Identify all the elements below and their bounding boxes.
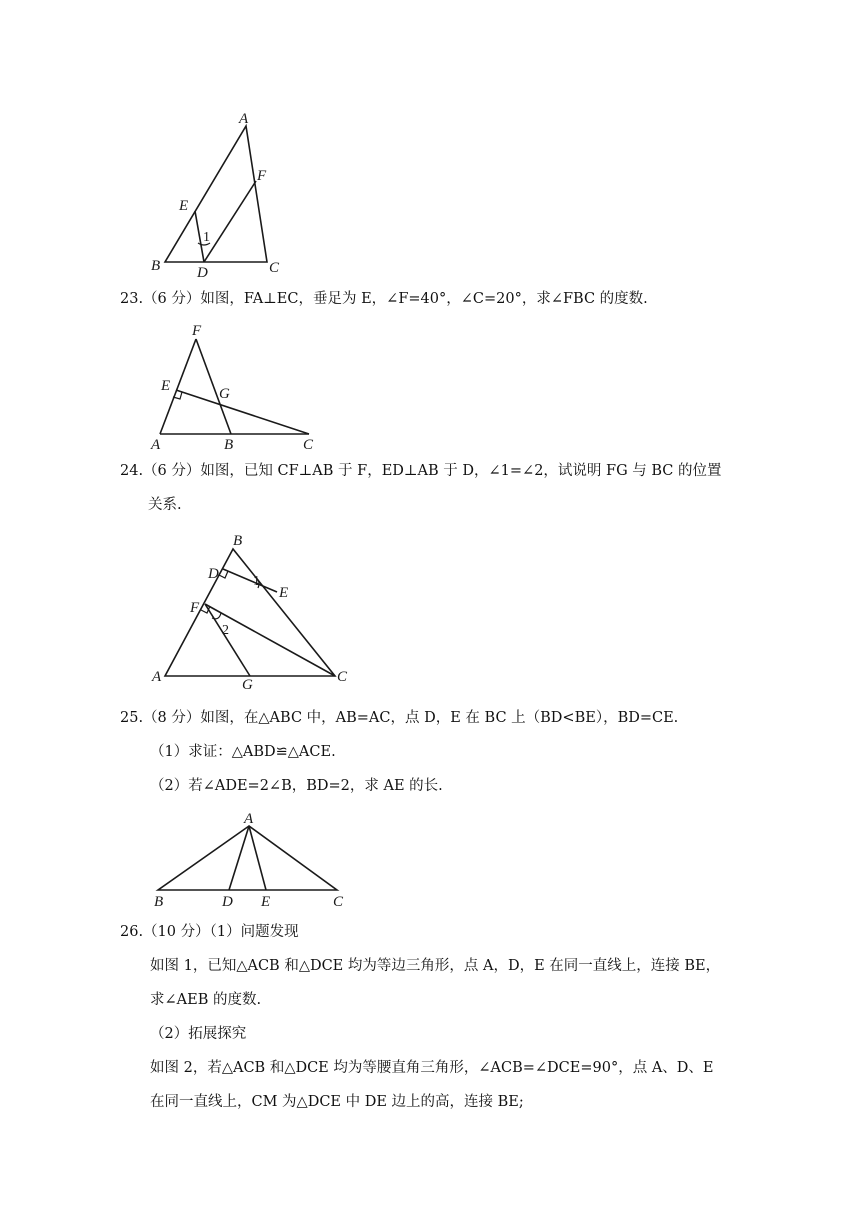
question-26-text-5: 如图 2，若△ACB 和△DCE 均为等腰直角三角形，∠ACB=∠DCE=90°，点 A、D、E xyxy=(150,1060,714,1076)
label-c: C xyxy=(337,669,348,685)
label-b: B xyxy=(154,894,164,910)
label-c: C xyxy=(303,437,314,453)
figure-q22 xyxy=(140,105,300,280)
question-26-text: 26.（10 分）（1）问题发现 xyxy=(120,924,299,940)
label-a: A xyxy=(151,437,161,453)
segment-ad xyxy=(229,826,249,890)
question-25-text: 25.（8 分）如图，在△ABC 中，AB=AC，点 D，E 在 BC 上（BD<BE），BD=CE. xyxy=(120,710,679,726)
label-a: A xyxy=(244,811,254,827)
label-f: F xyxy=(192,323,202,339)
label-1: 1 xyxy=(253,574,260,589)
question-23-text: 23.（6 分）如图，FA⊥EC，垂足为 E，∠F=40°，∠C=20°，求∠FBC 的度数. xyxy=(120,291,648,307)
question-24-text-cont: 关系. xyxy=(148,497,182,513)
label-f: F xyxy=(257,168,267,184)
label-e: E xyxy=(179,198,189,214)
question-26-text-3: 求∠AEB 的度数. xyxy=(150,992,262,1008)
triangle-abc xyxy=(158,826,337,890)
question-24-text: 24.（6 分）如图，已知 CF⊥AB 于 F，ED⊥AB 于 D，∠1=∠2，试说明 FG 与 BC 的位置 xyxy=(120,463,722,479)
label-e: E xyxy=(279,585,289,601)
segment-ec xyxy=(176,390,309,434)
triangle-abc xyxy=(165,126,267,262)
segment-df xyxy=(204,181,256,262)
label-1: 1 xyxy=(203,230,210,245)
figure-q24 xyxy=(148,528,358,693)
label-e: E xyxy=(161,378,171,394)
label-f: F xyxy=(190,600,200,616)
segment-fg xyxy=(205,604,250,676)
label-g: G xyxy=(219,386,230,402)
question-26-text-6: 在同一直线上，CM 为△DCE 中 DE 边上的高，连接 BE; xyxy=(150,1094,524,1110)
question-25-part2: （2）若∠ADE=2∠B，BD=2，求 AE 的长. xyxy=(150,778,443,794)
label-d: D xyxy=(222,894,233,910)
question-25-part1: （1）求证：△ABD≌△ACE. xyxy=(150,744,336,760)
segment-fc xyxy=(205,604,335,676)
label-a: A xyxy=(152,669,162,685)
label-2: 2 xyxy=(222,623,229,638)
label-g: G xyxy=(242,677,253,693)
label-d: D xyxy=(197,265,208,281)
label-b: B xyxy=(224,437,234,453)
label-e: E xyxy=(261,894,271,910)
label-c: C xyxy=(333,894,344,910)
figure-q23 xyxy=(150,318,325,453)
question-26-text-4: （2）拓展探究 xyxy=(150,1026,247,1042)
figure-q25 xyxy=(148,806,360,912)
label-a: A xyxy=(239,111,249,127)
label-b: B xyxy=(151,258,161,274)
segment-de xyxy=(223,569,277,592)
question-26-text-2: 如图 1，已知△ACB 和△DCE 均为等边三角形，点 A，D，E 在同一直线上，连接 BE， xyxy=(150,958,721,974)
label-c: C xyxy=(269,260,280,276)
label-b: B xyxy=(233,533,243,549)
label-d: D xyxy=(208,566,219,582)
